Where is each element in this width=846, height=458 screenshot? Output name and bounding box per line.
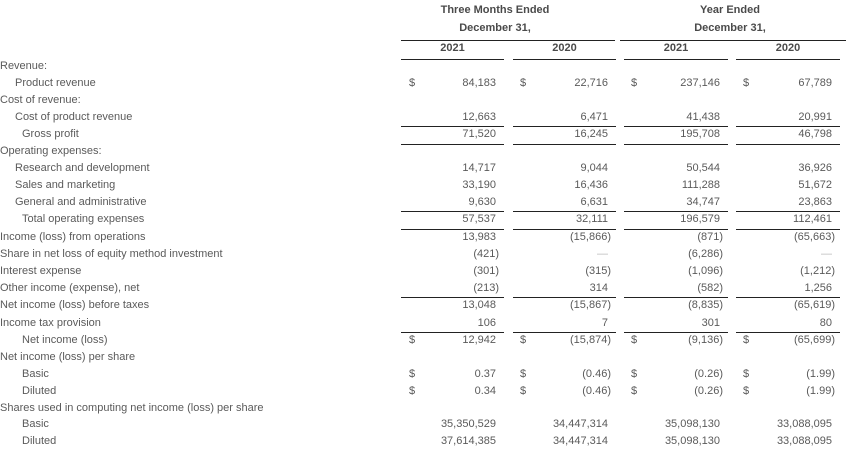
- value-y-2020: (65,663): [794, 231, 835, 243]
- value-q-2021: (301): [473, 265, 499, 277]
- value-y-2020: (1.99): [806, 385, 835, 397]
- row-revenue-header: [0, 58, 846, 75]
- row-interest-expense: [0, 263, 846, 280]
- currency-symbol: $: [631, 334, 638, 346]
- value-q-2021: 13,048: [462, 299, 496, 311]
- currency-symbol: $: [743, 77, 750, 89]
- row-eps-diluted: [0, 383, 846, 400]
- value-y-2020: 80: [819, 317, 832, 329]
- value-y-2021: 196,579: [680, 213, 720, 225]
- value-y-2020: 46,798: [798, 128, 832, 140]
- value-q-2020: (0.46): [582, 368, 611, 380]
- value-q-2020: 6,631: [580, 196, 608, 208]
- row-label: Gross profit: [22, 128, 79, 140]
- row-label: Product revenue: [15, 77, 96, 89]
- row-eps-basic: [0, 366, 846, 383]
- currency-symbol: $: [743, 385, 750, 397]
- value-q-2020: 32,111: [575, 213, 608, 225]
- row-equity-method-investment: [0, 246, 846, 263]
- row-label: Basic: [22, 418, 49, 430]
- value-q-2020: 34,447,314: [552, 435, 608, 447]
- currency-symbol: $: [631, 368, 638, 380]
- row-label: Revenue:: [0, 60, 48, 72]
- row-label: Other income (expense), net: [0, 282, 140, 294]
- value-y-2021: 195,708: [680, 128, 720, 140]
- value-y-2020: (65,699): [794, 334, 835, 346]
- value-y-2020: 33,088,095: [776, 418, 832, 430]
- value-q-2020: (15,874): [570, 334, 611, 346]
- value-q-2021: 12,663: [462, 111, 496, 123]
- value-q-2021: 12,942: [462, 334, 496, 346]
- value-q-2021: 57,537: [462, 213, 496, 225]
- value-y-2021: (582): [697, 282, 723, 294]
- value-q-2021: 13,983: [462, 231, 496, 243]
- value-y-2021: 41,438: [686, 111, 720, 123]
- row-cost-of-product-revenue: [0, 109, 846, 126]
- currency-symbol: $: [631, 385, 638, 397]
- row-shares-basic: [0, 416, 846, 433]
- currency-symbol: $: [520, 385, 527, 397]
- row-label: Share in net loss of equity method investment: [0, 248, 223, 260]
- currency-symbol: $: [409, 385, 416, 397]
- value-q-2021: 37,614,385: [440, 435, 496, 447]
- currency-symbol: $: [409, 368, 416, 380]
- row-income-from-operations: [0, 229, 846, 246]
- value-q-2021: 84,183: [462, 77, 496, 89]
- header-rule: [620, 40, 846, 41]
- value-q-2020: (0.46): [582, 385, 611, 397]
- value-q-2021: 14,717: [462, 162, 496, 174]
- value-y-2021: (9,136): [688, 334, 723, 346]
- value-y-2020: (65,619): [794, 299, 835, 311]
- row-label: General and administrative: [15, 196, 147, 208]
- column-header-y-2021: 2021: [663, 42, 689, 54]
- row-shares-header: [0, 400, 846, 417]
- row-label: Income (loss) from operations: [0, 231, 146, 243]
- row-label: Cost of revenue:: [0, 94, 81, 106]
- value-y-2021: 237,146: [680, 77, 720, 89]
- value-q-2021: 9,630: [468, 196, 496, 208]
- currency-symbol: $: [520, 77, 527, 89]
- value-q-2021: 0.37: [474, 368, 496, 380]
- row-label: Net income (loss): [22, 334, 108, 346]
- header-three-months-line2: December 31,: [459, 22, 531, 34]
- value-y-2021: 34,747: [686, 196, 720, 208]
- value-y-2021: 301: [701, 317, 720, 329]
- value-q-2021: 71,520: [462, 128, 496, 140]
- value-q-2020: 7: [601, 317, 608, 329]
- value-q-2021: (421): [473, 248, 499, 260]
- row-label: Basic: [22, 368, 49, 380]
- currency-symbol: $: [520, 368, 527, 380]
- value-y-2020: 112,461: [793, 213, 832, 225]
- value-y-2021: 35,098,130: [664, 418, 720, 430]
- column-header-q-2020: 2020: [552, 42, 577, 54]
- value-q-2020: (15,867): [570, 299, 611, 311]
- row-product-revenue: [0, 75, 846, 92]
- value-q-2020: (15,866): [570, 231, 611, 243]
- value-y-2020: (1,212): [800, 265, 835, 277]
- row-cost-of-revenue-header: [0, 92, 846, 109]
- row-net-income: [0, 332, 846, 349]
- row-general-administrative: [0, 194, 846, 211]
- value-q-2021: 106: [477, 317, 496, 329]
- row-label: Research and development: [15, 162, 150, 174]
- value-q-2021: 35,350,529: [440, 418, 496, 430]
- value-y-2021: (0.26): [694, 385, 723, 397]
- value-y-2021: (1,096): [688, 265, 723, 277]
- value-y-2021: (6,286): [688, 248, 723, 260]
- header-year-ended-line1: Year Ended: [700, 4, 760, 16]
- header-rule: [401, 40, 615, 41]
- value-y-2020: 36,926: [798, 162, 832, 174]
- row-label: Net income (loss) per share: [0, 351, 136, 363]
- row-shares-diluted: [0, 433, 846, 450]
- currency-symbol: $: [743, 334, 750, 346]
- value-y-2020: —: [821, 248, 832, 260]
- row-label: Sales and marketing: [15, 179, 116, 191]
- value-q-2020: 314: [589, 282, 608, 294]
- value-y-2020: 23,863: [798, 196, 832, 208]
- value-y-2020: 33,088,095: [776, 435, 832, 447]
- value-q-2021: 0.34: [474, 385, 496, 397]
- header-year-ended-line2: December 31,: [694, 22, 766, 34]
- row-operating-expenses-header: [0, 143, 846, 160]
- row-label: Shares used in computing net income (loss) per share: [0, 402, 264, 414]
- value-y-2021: 111,288: [681, 179, 720, 191]
- row-per-share-header: [0, 349, 846, 366]
- row-label: Total operating expenses: [22, 213, 145, 225]
- value-q-2020: 16,436: [574, 179, 608, 191]
- value-q-2021: 33,190: [462, 179, 496, 191]
- row-label: Interest expense: [0, 265, 82, 277]
- value-q-2020: 16,245: [574, 128, 608, 140]
- value-q-2020: 6,471: [580, 111, 608, 123]
- value-y-2020: 51,672: [798, 179, 832, 191]
- row-total-operating-expenses: [0, 211, 846, 228]
- value-q-2020: 34,447,314: [552, 418, 608, 430]
- value-y-2020: (1.99): [806, 368, 835, 380]
- row-research-development: [0, 160, 846, 177]
- currency-symbol: $: [409, 77, 416, 89]
- value-y-2021: (0.26): [694, 368, 723, 380]
- value-y-2020: 67,789: [798, 77, 832, 89]
- value-q-2020: 22,716: [574, 77, 608, 89]
- row-income-before-taxes: [0, 297, 846, 314]
- currency-symbol: $: [409, 334, 416, 346]
- row-label: Diluted: [22, 385, 57, 397]
- currency-symbol: $: [520, 334, 527, 346]
- row-label: Diluted: [22, 435, 57, 447]
- header-three-months-line1: Three Months Ended: [440, 4, 550, 16]
- row-gross-profit: [0, 126, 846, 143]
- column-header-y-2020: 2020: [775, 42, 801, 54]
- value-y-2020: 20,991: [798, 111, 832, 123]
- value-q-2020: —: [597, 248, 608, 260]
- row-label: Net income (loss) before taxes: [0, 299, 150, 311]
- value-y-2021: 35,098,130: [664, 435, 720, 447]
- row-label: Income tax provision: [0, 317, 101, 329]
- row-sales-marketing: [0, 177, 846, 194]
- value-q-2020: 9,044: [580, 162, 608, 174]
- column-header-q-2021: 2021: [440, 42, 465, 54]
- currency-symbol: $: [631, 77, 638, 89]
- value-y-2021: (8,835): [688, 299, 723, 311]
- row-label: Cost of product revenue: [15, 111, 133, 123]
- value-y-2020: 1,256: [804, 282, 832, 294]
- value-y-2021: (871): [697, 231, 723, 243]
- currency-symbol: $: [743, 368, 750, 380]
- value-q-2020: (315): [585, 265, 611, 277]
- value-y-2021: 50,544: [686, 162, 720, 174]
- row-label: Operating expenses:: [0, 145, 102, 157]
- row-other-income: [0, 280, 846, 297]
- value-q-2021: (213): [473, 282, 499, 294]
- row-income-tax-provision: [0, 315, 846, 332]
